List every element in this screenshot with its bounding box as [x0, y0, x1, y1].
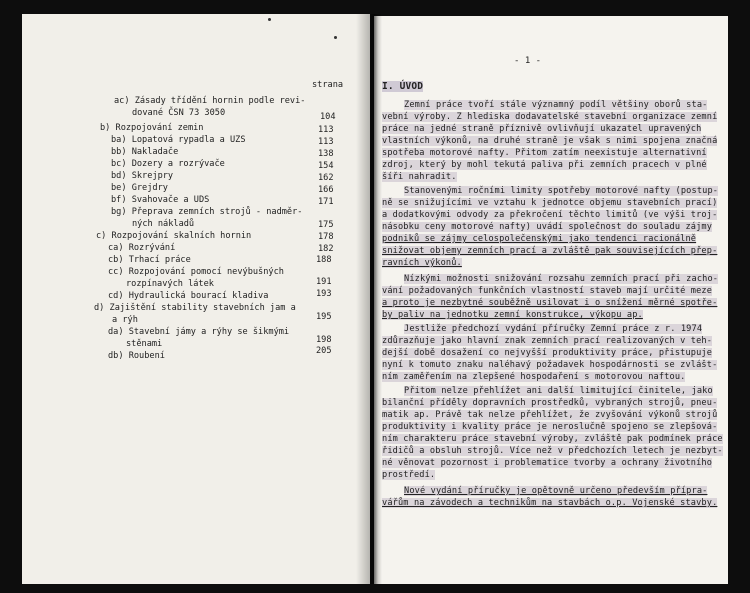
- toc-entry: cd) Hydraulická bourací kladiva: [108, 291, 269, 301]
- toc-page-number: 166: [318, 185, 334, 195]
- toc-entry: bf) Svahovače a UDS: [111, 195, 210, 205]
- body-line: vářům na závodech a technikům na stavbách o.p. Vojenské stavby.: [382, 498, 718, 508]
- body-line: snižovat objemy zemních prací a zvláště pak souvisejících přep-: [382, 246, 718, 256]
- toc-entry: cb) Trhací práce: [108, 255, 191, 265]
- body-line: dejší době dosažení co nejvyšší produktivity práce, přistupuje: [382, 348, 713, 358]
- body-line: prostředí.: [382, 470, 436, 480]
- toc-entry: cc) Rozpojování pomocí nevýbušných: [108, 267, 284, 277]
- toc-entry: ac) Zásady třídění hornin podle revi-: [114, 96, 306, 106]
- toc-column-header: strana: [312, 80, 344, 90]
- body-line: nyní k tomuto znaku naléhavý požadavek hospodárnosti se zvlášt-: [382, 360, 718, 370]
- toc-page-number: 193: [316, 289, 332, 299]
- toc-page-number: 113: [318, 137, 334, 147]
- toc-page-number: 138: [318, 149, 334, 159]
- scan-speck: [268, 18, 271, 21]
- body-line: né věnovat pozornost i problematice tvorby a ochrany životního: [382, 458, 713, 468]
- toc-entry: a rýh: [112, 315, 138, 325]
- body-line: matik ap. Právě tak nelze přehlížet, že zvyšování výkonů strojů: [382, 410, 718, 420]
- toc-page-number: 171: [318, 197, 334, 207]
- toc-page-number: 154: [318, 161, 334, 171]
- body-line: podniků se zájmy celospolečenskými jako tendenci racionálně: [382, 234, 697, 244]
- toc-entry: bg) Přeprava zemních strojů - nadměr-: [111, 207, 303, 217]
- body-line: a proto je nezbytné souběžně usilovat i o snížení měrné spotře-: [382, 298, 718, 308]
- toc-page-number: 198: [316, 335, 332, 345]
- toc-page-number: 195: [316, 312, 332, 322]
- body-line: šíři nahradit.: [382, 172, 457, 182]
- body-line: Zemní práce tvoří stále významný podíl většiny oborů sta-: [404, 100, 708, 110]
- right-page: [374, 16, 728, 584]
- body-line: Nízkými možnosti snižování rozsahu zemních prací při zacho-: [404, 274, 719, 284]
- book-gutter-shadow: [356, 14, 382, 584]
- toc-entry: ba) Lopatová rypadla a UZS: [111, 135, 246, 145]
- toc-page-number: 175: [318, 220, 334, 230]
- toc-page-number: 104: [320, 112, 336, 122]
- body-line: a dodatkovými odvody za překročení těchto limitů (ve výši troj-: [382, 210, 718, 220]
- toc-page-number: 113: [318, 125, 334, 135]
- toc-page-number: 178: [318, 232, 334, 242]
- scan-speck: [334, 36, 337, 39]
- page-number: - 1 -: [514, 56, 542, 66]
- toc-entry: dované ČSN 73 3050: [132, 108, 226, 118]
- toc-entry: db) Roubení: [108, 351, 165, 361]
- toc-page-number: 162: [318, 173, 334, 183]
- body-line: zdůrazňuje jako hlavní znak zemních prací realizovaných v teh-: [382, 336, 713, 346]
- body-line: produktivity i kvality práce je neroslučně spojeno se zlepšová-: [382, 422, 718, 432]
- body-line: Stanovenými ročními limity spotřeby motorové nafty (postup-: [404, 186, 719, 196]
- body-line: spotřeba motorové nafty. Přitom zatím neexistuje alternativní: [382, 148, 707, 158]
- left-page: [22, 14, 370, 584]
- toc-entry: d) Zajištění stability stavebních jam a: [94, 303, 296, 313]
- body-line: vlastních výkonů, na druhé straně je však s nimi spojena značná: [382, 136, 718, 146]
- toc-entry: bd) Skrejpry: [111, 171, 174, 181]
- body-line: vání požadovaných funkčních vlastností staveb mají určité meze: [382, 286, 713, 296]
- body-line: vební výroby. Z hlediska dodavatelské stavební organizace zemní: [382, 112, 718, 122]
- toc-entry: c) Rozpojování skalních hornin: [96, 231, 252, 241]
- toc-entry: be) Grejdry: [111, 183, 168, 193]
- body-line: ně se snižujícími ve vztahu k jednotce objemu stavebních prací): [382, 198, 718, 208]
- toc-page-number: 191: [316, 277, 332, 287]
- toc-entry: rozpínavých látek: [126, 279, 214, 289]
- body-line: práce na jedné straně příznivě ovlivňují ukazatel upravených: [382, 124, 702, 134]
- body-line: bilanční příděly dopravních prostředků, vybraných strojů, pneu-: [382, 398, 718, 408]
- body-line: ravních výkonů.: [382, 258, 462, 268]
- toc-entry: ca) Rozrývání: [108, 243, 176, 253]
- body-line: Nové vydání příručky je opětovně určeno především přípra-: [404, 486, 708, 496]
- section-heading: I. ÚVOD: [382, 81, 424, 92]
- body-line: zdroj, který by mohl tekutá paliva při zemních pracech v plné: [382, 160, 707, 170]
- body-line: násobku ceny motorové nafty) uvádí společnost do souladu zájmy: [382, 222, 713, 232]
- toc-entry: bc) Dozery a rozrývače: [111, 159, 225, 169]
- body-line: ním zaměřením na zlepšené hospodaření s motorovou naftou.: [382, 372, 686, 382]
- toc-page-number: 182: [318, 244, 334, 254]
- body-line: Jestliže předchozí vydání příručky Zemní práce z r. 1974: [404, 324, 703, 334]
- toc-entry: da) Stavební jámy a rýhy se šikmými: [108, 327, 290, 337]
- body-line: Přitom nelze přehlížet ani další limitující činitele, jako: [404, 386, 713, 396]
- toc-entry: stěnami: [126, 339, 163, 349]
- body-line: by paliv na jednotku zemní konstrukce, výkopu ap.: [382, 310, 643, 320]
- toc-page-number: 188: [316, 255, 332, 265]
- body-line: ním charakteru práce stavební výroby, zvláště pak podmínek práce: [382, 434, 723, 444]
- toc-entry: bb) Nakladače: [111, 147, 179, 157]
- toc-entry: ných nákladů: [132, 219, 195, 229]
- toc-entry: b) Rozpojování zemin: [100, 123, 204, 133]
- toc-page-number: 205: [316, 346, 332, 356]
- body-line: řidičů a obsluh strojů. Více než v předchozích letech je nezbyt-: [382, 446, 723, 456]
